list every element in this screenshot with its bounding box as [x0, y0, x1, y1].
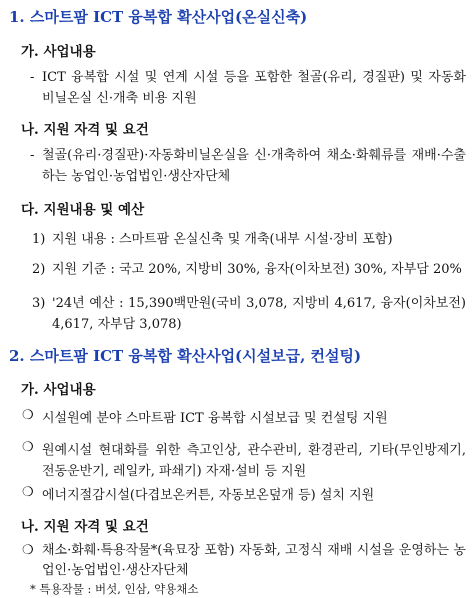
section-1-a-heading: 가. 사업내용: [21, 44, 96, 60]
list-number: 2): [32, 262, 46, 277]
section-2-b-item: 채소·화훼·특용작물*(육묘장 포함) 자동화, 고정식 재배 시설을 운영하는 농업인·농업법인·생산자단체: [42, 543, 466, 578]
footnote: * 특용작물 : 버섯, 인삼, 약용채소: [30, 582, 199, 596]
section-1-a-text: ICT 융복합 시설 및 연계 시설 등을 포함한 철골(유리, 경질판) 및 자동화 비닐온실 신·개축 비용 지원: [42, 70, 466, 106]
budget-item-3: '24년 예산 : 15,390백만원(국비 3,078, 지방비 4,617, 융자(이차보전) 4,617, 자부담 3,078): [52, 296, 466, 332]
list-number: 3): [32, 296, 46, 311]
section-1-b-text: 철골(유리·경질판)·자동화비닐온실을 신·개축하여 채소·화훼류를 재배·수출하는 농업인·농업법인·생산자단체: [42, 148, 466, 184]
section-1-b-heading: 나. 지원 자격 및 요건: [21, 122, 149, 138]
dash-marker: -: [30, 148, 35, 163]
budget-item-1: 지원 내용 : 스마트팜 온실신축 및 개축(내부 시설·장비 포함): [52, 232, 393, 247]
section-2-a-item-3: 에너지절감시설(다겹보온커튼, 자동보온덮개 등) 설치 지원: [42, 488, 375, 503]
section-2-title: 2. 스마트팜 ICT 융복합 확산사업(시설보급, 컨설팅): [9, 347, 362, 365]
section-1-c-heading: 다. 지원내용 및 예산: [21, 202, 145, 218]
dash-marker: -: [30, 70, 35, 85]
budget-item-2: 지원 기준 : 국고 20%, 지방비 30%, 융자(이차보전) 30%, 자부담 20%: [52, 262, 462, 277]
section-2-a-item-1: 시설원예 분야 스마트팜 ICT 융복합 시설보급 및 컨설팅 지원: [42, 411, 388, 426]
bullet-circle-icon: ❍: [22, 485, 34, 500]
bullet-circle-icon: ❍: [22, 440, 34, 455]
section-2-a-item-2: 원예시설 현대화를 위한 측고인상, 관수관비, 환경관리, 기타(무인방제기, 전동운반기, 레일카, 파쇄기) 자재·설비 등 지원: [42, 443, 466, 479]
list-number: 1): [32, 232, 46, 247]
section-2-b-heading: 나. 지원 자격 및 요건: [21, 519, 149, 535]
bullet-circle-icon: ❍: [22, 543, 34, 558]
section-1-title: 1. 스마트팜 ICT 융복합 확산사업(온실신축): [9, 8, 308, 26]
section-2-a-heading: 가. 사업내용: [21, 382, 96, 398]
bullet-circle-icon: ❍: [22, 408, 34, 423]
